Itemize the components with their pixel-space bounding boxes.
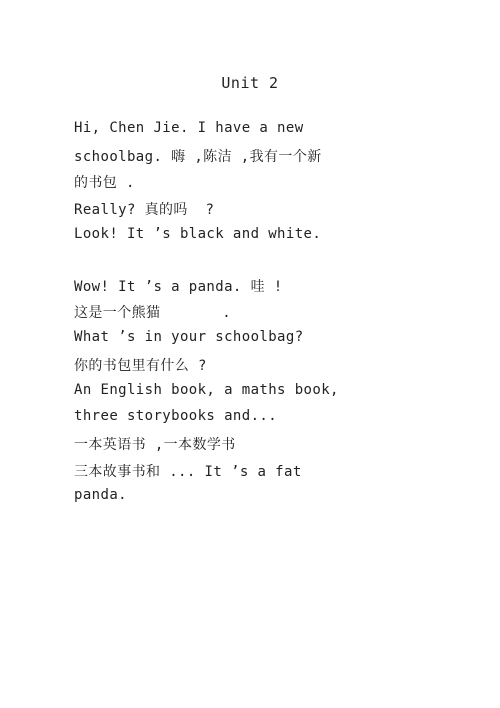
text-line: An English book, a maths book, bbox=[74, 382, 339, 398]
text-line: 的书包 . bbox=[74, 175, 135, 191]
text-line: 一本英语书 ,一本数学书 bbox=[74, 437, 236, 453]
text-line: Really? 真的吗 ? bbox=[74, 202, 215, 218]
text-line: 这是一个熊猫 . bbox=[74, 305, 232, 321]
text-line: What ’s in your schoolbag? bbox=[74, 329, 304, 345]
text-line: 你的书包里有什么 ? bbox=[74, 358, 207, 374]
text-line: three storybooks and... bbox=[74, 408, 278, 424]
text-line: schoolbag. 嗨 ,陈洁 ,我有一个新 bbox=[74, 149, 322, 165]
page-title: Unit 2 bbox=[221, 74, 279, 92]
text-line: Look! It ’s black and white. bbox=[74, 226, 322, 242]
text-line: Hi, Chen Jie. I have a new bbox=[74, 120, 304, 136]
text-line: panda. bbox=[74, 487, 127, 503]
text-line: Wow! It ’s a panda. 哇 ! bbox=[74, 279, 283, 295]
text-line: 三本故事书和 ... It ’s a fat bbox=[74, 464, 302, 480]
